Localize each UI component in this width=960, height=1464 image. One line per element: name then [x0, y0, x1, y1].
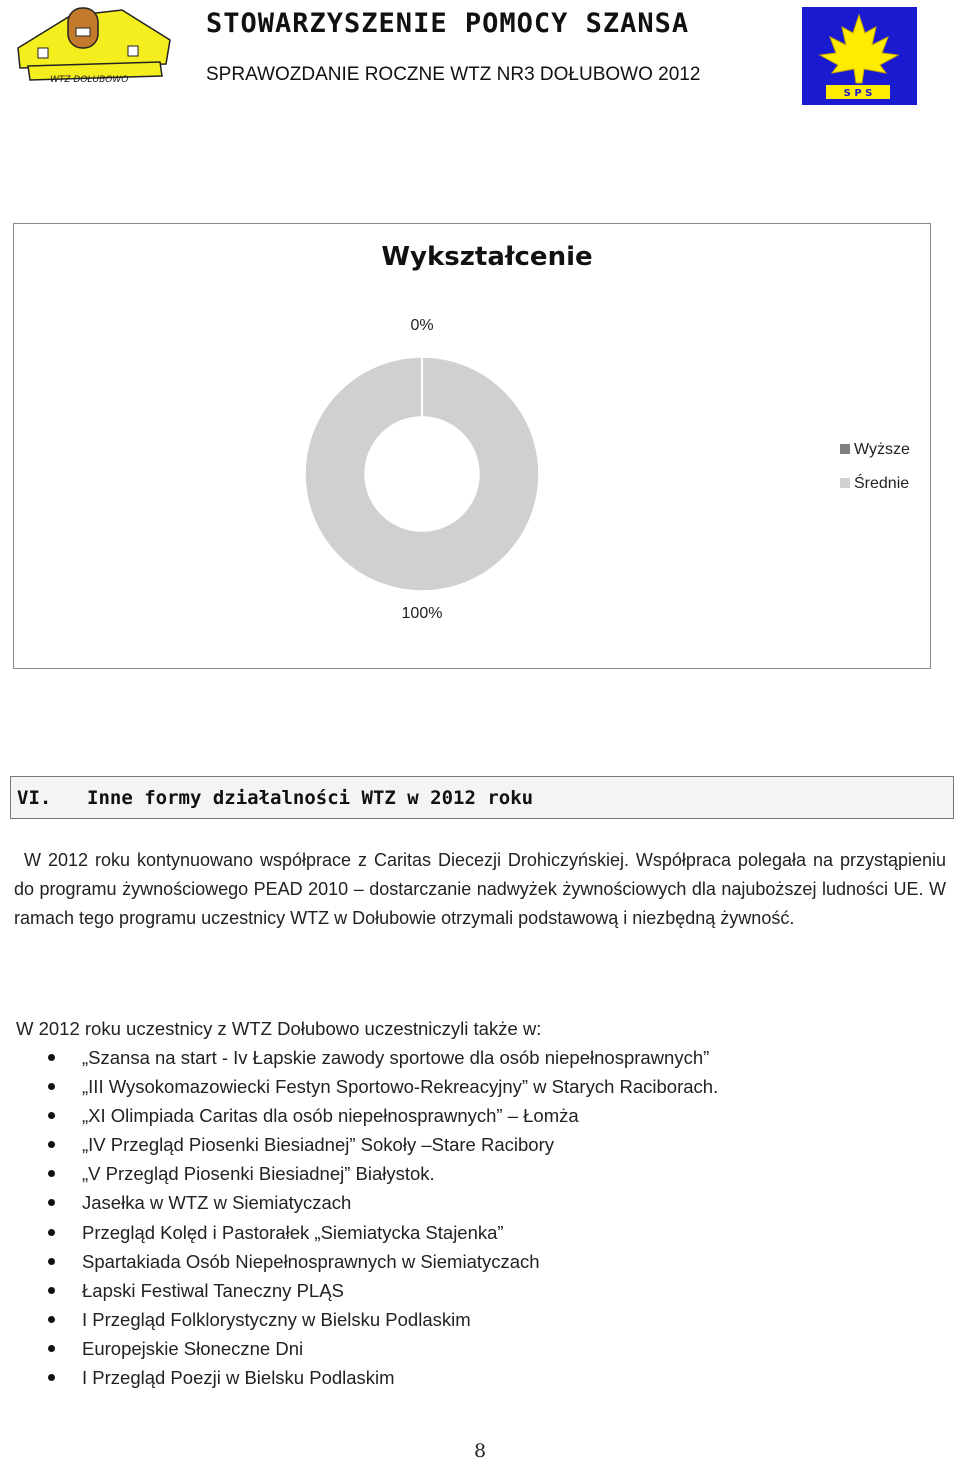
- list-item: „V Przegląd Piosenki Biesiadnej” Białystok.: [40, 1159, 940, 1188]
- section-heading: [10, 776, 954, 819]
- legend-swatch-średnie: [840, 478, 850, 488]
- list-item: „XI Olimpiada Caritas dla osób niepełnosprawnych” – Łomża: [40, 1101, 940, 1130]
- data-label-wyższe: 0%: [410, 317, 434, 334]
- events-list: [40, 1043, 940, 1392]
- page-number: 8: [473, 1440, 487, 1462]
- legend-label-średnie: Średnie: [854, 475, 910, 492]
- chart-title: Wykształcenie: [381, 242, 593, 272]
- legend-label-wyższe: Wyższe: [854, 441, 910, 458]
- list-item: Spartakiada Osób Niepełnosprawnych w Siemiatyczach: [40, 1247, 940, 1276]
- caritas-paragraph: W 2012 roku kontynuowano współprace z Caritas Diecezji Drohiczyńskiej. Współpraca polegała na przystąpieniu do programu żywnościowego PEAD 2010 – dostarczanie nadwyżek żywnościowych dla najuboższej ludności UE. W ramach tego programu uczestnicy WTZ w Dołubowie otrzymali podstawową i niezbędną żywność.: [14, 850, 946, 928]
- events-intro: W 2012 roku uczestnicy z WTZ Dołubowo uczestniczyli także w:: [16, 1018, 542, 1039]
- section-title: Inne formy działalności WTZ w 2012 roku: [87, 786, 534, 809]
- logo-right-caption: S P S: [843, 88, 873, 99]
- list-item: Przegląd Kolęd i Pastorałek „Siemiatycka Stajenka”: [40, 1218, 940, 1247]
- list-item: „IV Przegląd Piosenki Biesiadnej” Sokoły –Stare Racibory: [40, 1130, 940, 1159]
- list-item: „III Wysokomazowiecki Festyn Sportowo-Rekreacyjny” w Starych Raciborach.: [40, 1072, 940, 1101]
- list-item: Łapski Festiwal Taneczny PLĄS: [40, 1276, 940, 1305]
- sps-logo: [802, 7, 917, 105]
- report-title: SPRAWOZDANIE ROCZNE WTZ NR3 DOŁUBOWO 2012: [206, 64, 701, 85]
- education-chart: [13, 223, 931, 669]
- organization-name: STOWARZYSZENIE POMOCY SZANSA: [206, 8, 690, 39]
- wtz-dolubowo-logo: [10, 4, 175, 94]
- list-item: I Przegląd Poezji w Bielsku Podlaskim: [40, 1363, 940, 1392]
- list-item: Jasełka w WTZ w Siemiatyczach: [40, 1188, 940, 1217]
- data-label-średnie: 100%: [401, 605, 443, 622]
- list-item: I Przegląd Folklorystyczny w Bielsku Podlaskim: [40, 1305, 940, 1334]
- section-number: VI.: [17, 786, 52, 809]
- logo-left-caption: WTZ DOŁUBOWO: [50, 75, 129, 85]
- list-item: „Szansa na start - Iv Łapskie zawody sportowe dla osób niepełnosprawnych”: [40, 1043, 940, 1072]
- legend-swatch-wyższe: [840, 444, 850, 454]
- donut-chart: [14, 224, 932, 670]
- list-item: Europejskie Słoneczne Dni: [40, 1334, 940, 1363]
